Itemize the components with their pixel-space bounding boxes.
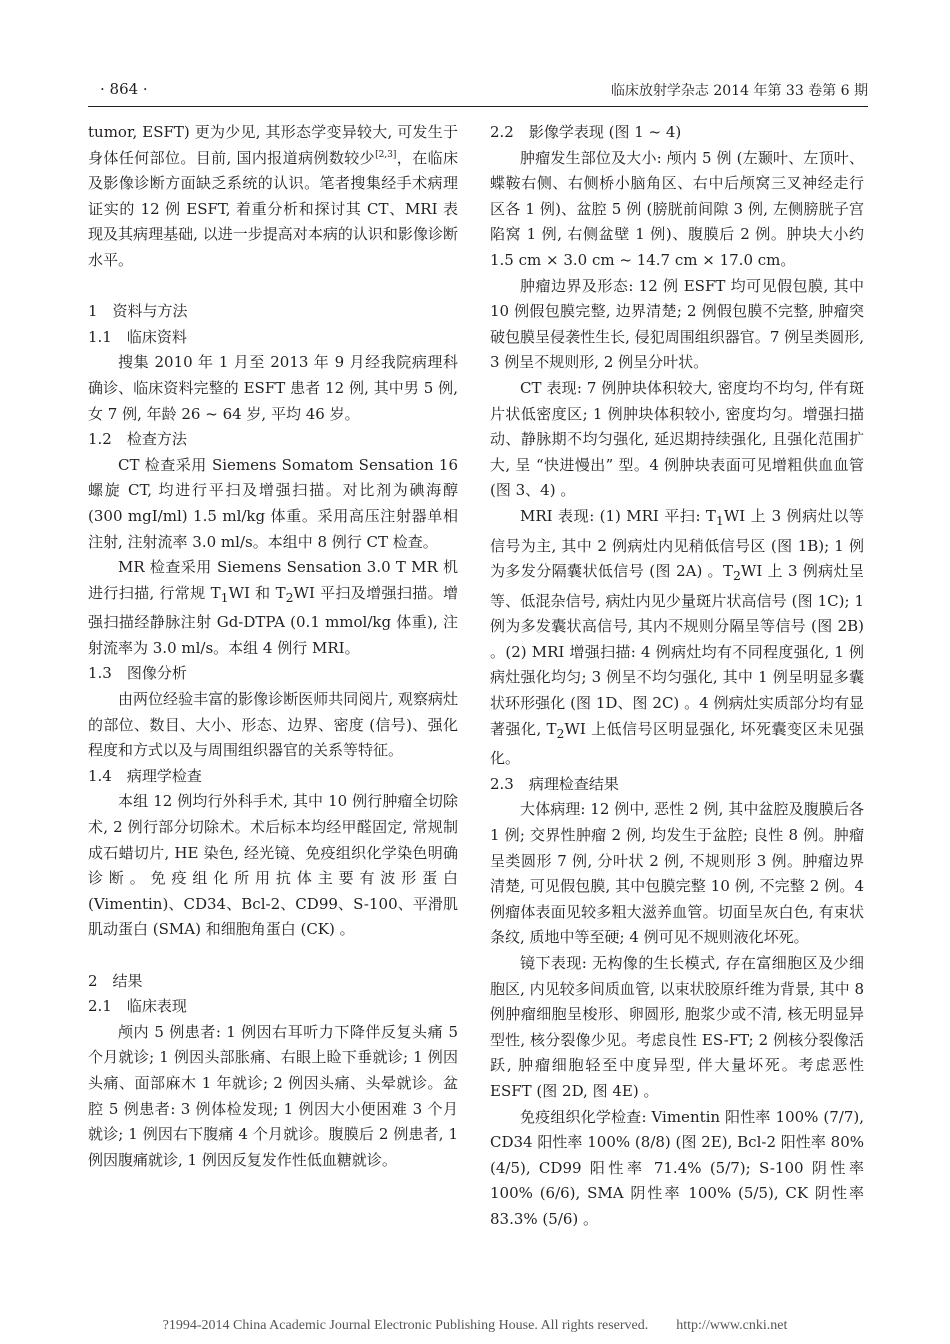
paragraph-2-2b: 肿瘤边界及形态: 12 例 ESFT 均可见假包膜, 其中 10 例假包膜完整, 边界清楚; 2 例假包膜不完整, 肿瘤突破包膜呈侵袭性生长, 侵犯周围组织器官。7 例呈类圆形, 3 例呈不规则形, 2 例呈分叶状。 [490, 276, 864, 372]
intro-text-b: ，在临床及影像诊断方面缺乏系统的认识。笔者搜集经手术病理证实的 12 例 ESFT, 着重分析和探讨其 CT、MRI 表现及其病理基础, 以进一步提高对本病的认识和影像诊断水平。 [88, 148, 458, 269]
subsection-heading-1-4: 1.4 病理学检查 [88, 766, 202, 785]
text-run: WI 上低信号区明显强化, 坏死囊变区未见强化。 [490, 719, 864, 768]
paragraph-1-1: 搜集 2010 年 1 月至 2013 年 9 月经我院病理科确诊、临床资料完整的 ESFT 患者 12 例, 其中男 5 例, 女 7 例, 年龄 26 ~ 64 岁, 平均 46 岁。 [88, 353, 458, 423]
subscript: 2 [732, 568, 741, 584]
text-run: MRI 表现: (1) MRI 平扫: T [520, 506, 716, 525]
text-run: MR 检查采用 Siemens Sensation 3.0 T MR 机进行扫描, 行常规 T [88, 558, 458, 602]
section-heading-1: 1 资料与方法 [88, 302, 188, 321]
paragraph-1-3: 由两位经验丰富的影像诊断医师共同阅片, 观察病灶的部位、数目、大小、形态、边界、密度 (信号)、强化程度和方式以及与周围组织器官的关系等特征。 [88, 690, 458, 760]
paragraph-1-2a: CT 检查采用 Siemens Somatom Sensation 16 螺旋 CT, 均进行平扫及增强扫描。对比剂为碘海醇 (300 mgI/ml) 1.5 ml/kg 体重。采用高压注射器单相注射, 注射流率 3.0 ml/s。本组中 8 例行 CT 检查。 [88, 455, 458, 551]
spacer [88, 274, 458, 300]
paragraph-1-4: 本组 12 例均行外科手术, 其中 10 例行肿瘤全切除术, 2 例行部分切除术。术后标本均经甲醛固定, 常规制成石蜡切片, HE 染色, 经光镜、免疫组织化学染色明确诊断。免疫组化所用抗体主要有波形蛋白 (Vimentin)、CD34、Bcl-2、CD99、S-100、平滑肌肌动蛋白 (SMA) 和细胞角蛋白 (CK) 。 [88, 792, 458, 939]
text-run: WI 上 3 例病灶呈等、低混杂信号, 病灶内见少量斑片状高信号 (图 1C); 1 例为多发囊状高信号, 其内不规则分隔呈等信号 (图 2B) 。(2) MRI 增强扫描: 4 例病灶均有不同程度强化, 1 例病灶强化均匀; 3 例呈不均匀强化, 其中 1 例呈明显多囊状环形强化 (图 1D、图 2C) 。4 例病灶实质部分均有显著强化, T [490, 562, 864, 738]
left-column [88, 120, 458, 1173]
text-run: WI 平扫及增强扫描。增强扫描经静脉注射 Gd-DTPA (0.1 mmol/kg 体重), 注射流率为 3.0 ml/s。本组 4 例行 MRI。 [88, 583, 458, 657]
paragraph-1-2b [88, 555, 458, 661]
text-run: WI 和 T [228, 583, 286, 602]
subscript: 2 [556, 725, 565, 741]
intro-text-a: tumor, ESFT) 更为少见, 其形态学变异较大, 可发生于身体任何部位。目前, 国内报道病例数较少 [88, 123, 458, 167]
spacer [88, 943, 458, 969]
paragraph-2-3c: 免疫组织化学检查: Vimentin 阳性率 100% (7/7), CD34 阳性率 100% (8/8) (图 2E), Bcl-2 阳性率 80% (4/5), CD99 阳性率 71.4% (5/7); S-100 阴性率 100% (6/6), SMA 阴性率 100% (5/5), CK 阴性率 83.3% (5/6) 。 [490, 1107, 864, 1228]
intro-paragraph [88, 120, 458, 274]
subscript: 1 [220, 589, 229, 605]
right-column [490, 120, 864, 1233]
paragraph-2-3b: 镜下表现: 无构像的生长模式, 存在富细胞区及少细胞区, 内见较多间质血管, 以束状胶原纤维为背景, 其中 8 例肿瘤细胞呈梭形、卵圆形, 胞浆少或不清, 核无明显异型性, 核分裂像少见。考虑良性 ES-FT; 2 例核分裂像活跃, 肿瘤细胞轻至中度异型, 伴大量坏死。考虑恶性 ESFT (图 2D, 图 4E) 。 [490, 954, 864, 1100]
page-number: · 864 · [100, 80, 148, 98]
paragraph-2-1: 颅内 5 例患者: 1 例因右耳听力下降伴反复头痛 5 个月就诊; 1 例因头部胀痛、右眼上睑下垂就诊; 1 例因头痛、面部麻木 1 年就诊; 2 例因头痛、头晕就诊。盆腔 5 例患者: 3 例体检发现; 1 例因大小便困难 3 个月就诊; 1 例因右下腹痛 4 个月就诊。腹膜后 2 例患者, 1 例因腹痛就诊, 1 例因反复发作性低血糖就诊。 [88, 1022, 458, 1169]
subsection-heading-2-3: 2.3 病理检查结果 [490, 774, 619, 793]
section-heading-2: 2 结果 [88, 971, 143, 990]
paragraph-2-2d [490, 504, 864, 772]
subscript: 2 [285, 589, 294, 605]
paragraph-2-3a: 大体病理: 12 例中, 恶性 2 例, 其中盆腔及腹膜后各 1 例; 交界性肿瘤 2 例, 均发生于盆腔; 良性 8 例。肿瘤呈类圆形 7 例, 分叶状 2 例, 不规则形 3 例。肿瘤边界清楚, 可见假包膜, 其中包膜完整 10 例, 不完整 2 例。4 例瘤体表面见较多粗大滋养血管。切面呈灰白色, 有束状条纹, 质地中等至硬; 4 例可见不规则液化坏死。 [490, 800, 864, 947]
journal-info: 临床放射学杂志 2014 年第 33 卷第 6 期 [610, 83, 868, 99]
subsection-heading-1-3: 1.3 图像分析 [88, 664, 187, 683]
subscript: 1 [715, 512, 724, 528]
citation-ref: [2,3] [375, 149, 397, 160]
text-run: WI 上 3 例病灶以等信号为主, 其中 2 例病灶内见稍低信号区 (图 1B); 1 例为多发分隔囊状低信号 (图 2A) 。T [490, 506, 865, 581]
subsection-heading-2-1: 2.1 临床表现 [88, 997, 187, 1016]
subsection-heading-2-2: 2.2 影像学表现 (图 1 ~ 4) [490, 123, 682, 141]
paragraph-2-2c: CT 表现: 7 例肿块体积较大, 密度均不均匀, 伴有斑片状低密度区; 1 例肿块体积较小, 密度均匀。增强扫描动、静脉期不均匀强化, 延迟期持续强化, 且强化范围扩大, 呈 “快进慢出” 型。4 例肿块表面可见增粗供血血管 (图 3、4) 。 [490, 378, 864, 500]
subsection-heading-1-1: 1.1 临床资料 [88, 327, 187, 346]
paragraph-2-2a: 肿瘤发生部位及大小: 颅内 5 例 (左颞叶、左顶叶、蝶鞍右侧、右侧桥小脑角区、右中后颅窝三叉神经走行区各 1 例)、盆腔 5 例 (膀胱前间隙 3 例, 左侧膀胱子宫陷窝 1 例, 右侧盆壁 1 例)、腹膜后 2 例。肿块大小约 1.5 cm × 3.0 cm ~ 14.7 cm × 17.0 cm。 [490, 148, 864, 269]
copyright-footer: ?1994-2014 China Academic Journal Electronic Publishing House. All rights reserved. http://www.cnki.net [162, 1318, 788, 1333]
subsection-heading-1-2: 1.2 检查方法 [88, 430, 187, 449]
header-rule [88, 106, 868, 107]
